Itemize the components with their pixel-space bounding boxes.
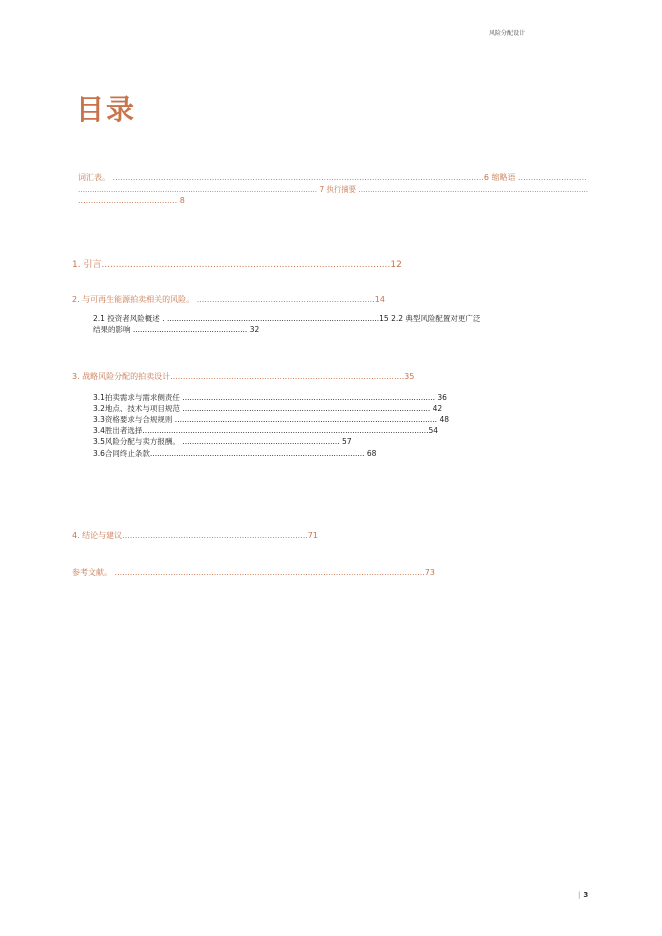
toc-section-3-3[interactable]: 3.3资格要求与合规规则 .............................................................................................................. 48 — [93, 415, 449, 424]
toc-section-2[interactable]: 2. 与可再生能源拍卖相关的风险。 ......................................................................14 — [72, 295, 385, 304]
toc-prelim-line-2[interactable]: ...................................................................................................... 7 执行摘要 .................................................................................................. — [78, 185, 589, 194]
page-number-value: 3 — [583, 891, 589, 899]
toc-section-2-sub-line-1[interactable]: 2.1 投资者风险概述 . .........................................................................................15 2.2 典型风险配置对更广泛 — [93, 314, 481, 323]
toc-section-1[interactable]: 1. 引言.....................................................................................................12 — [72, 260, 402, 270]
toc-section-2-sub-line-2[interactable]: 结果的影响 ................................................ 32 — [93, 325, 260, 334]
toc-references[interactable]: 参考文献。 ..........................................................................................................................73 — [72, 568, 435, 577]
toc-section-3-6[interactable]: 3.6合同终止条款.......................................................................................... 68 — [93, 449, 377, 458]
toc-prelim-line-3[interactable]: ....................................... 8 — [78, 196, 185, 205]
toc-section-4[interactable]: 4. 结论与建议.........................................................................71 — [72, 531, 318, 540]
toc-section-3-4[interactable]: 3.4胜出者选择........................................................................................................................54 — [93, 426, 439, 435]
toc-section-3-1[interactable]: 3.1拍卖需求与需求侧责任 .......................................................................................................... 36 — [93, 393, 447, 402]
page-number-separator: | — [578, 891, 581, 899]
running-header: 风险分配设计 — [489, 30, 526, 37]
toc-title: 目录 — [76, 93, 137, 126]
toc-prelim-line-1[interactable]: 词汇表。 ..................................................................................................................................................6 缩略语 ........................... — [78, 173, 587, 182]
toc-section-3[interactable]: 3. 战略风险分配的拍卖设计............................................................................................35 — [72, 372, 415, 381]
page-number — [578, 891, 588, 899]
toc-section-3-5[interactable]: 3.5风险分配与卖方报酬。 .................................................................. 57 — [93, 437, 352, 446]
toc-section-3-2[interactable]: 3.2地点、技术与项目规范 ........................................................................................................ 42 — [93, 404, 443, 413]
